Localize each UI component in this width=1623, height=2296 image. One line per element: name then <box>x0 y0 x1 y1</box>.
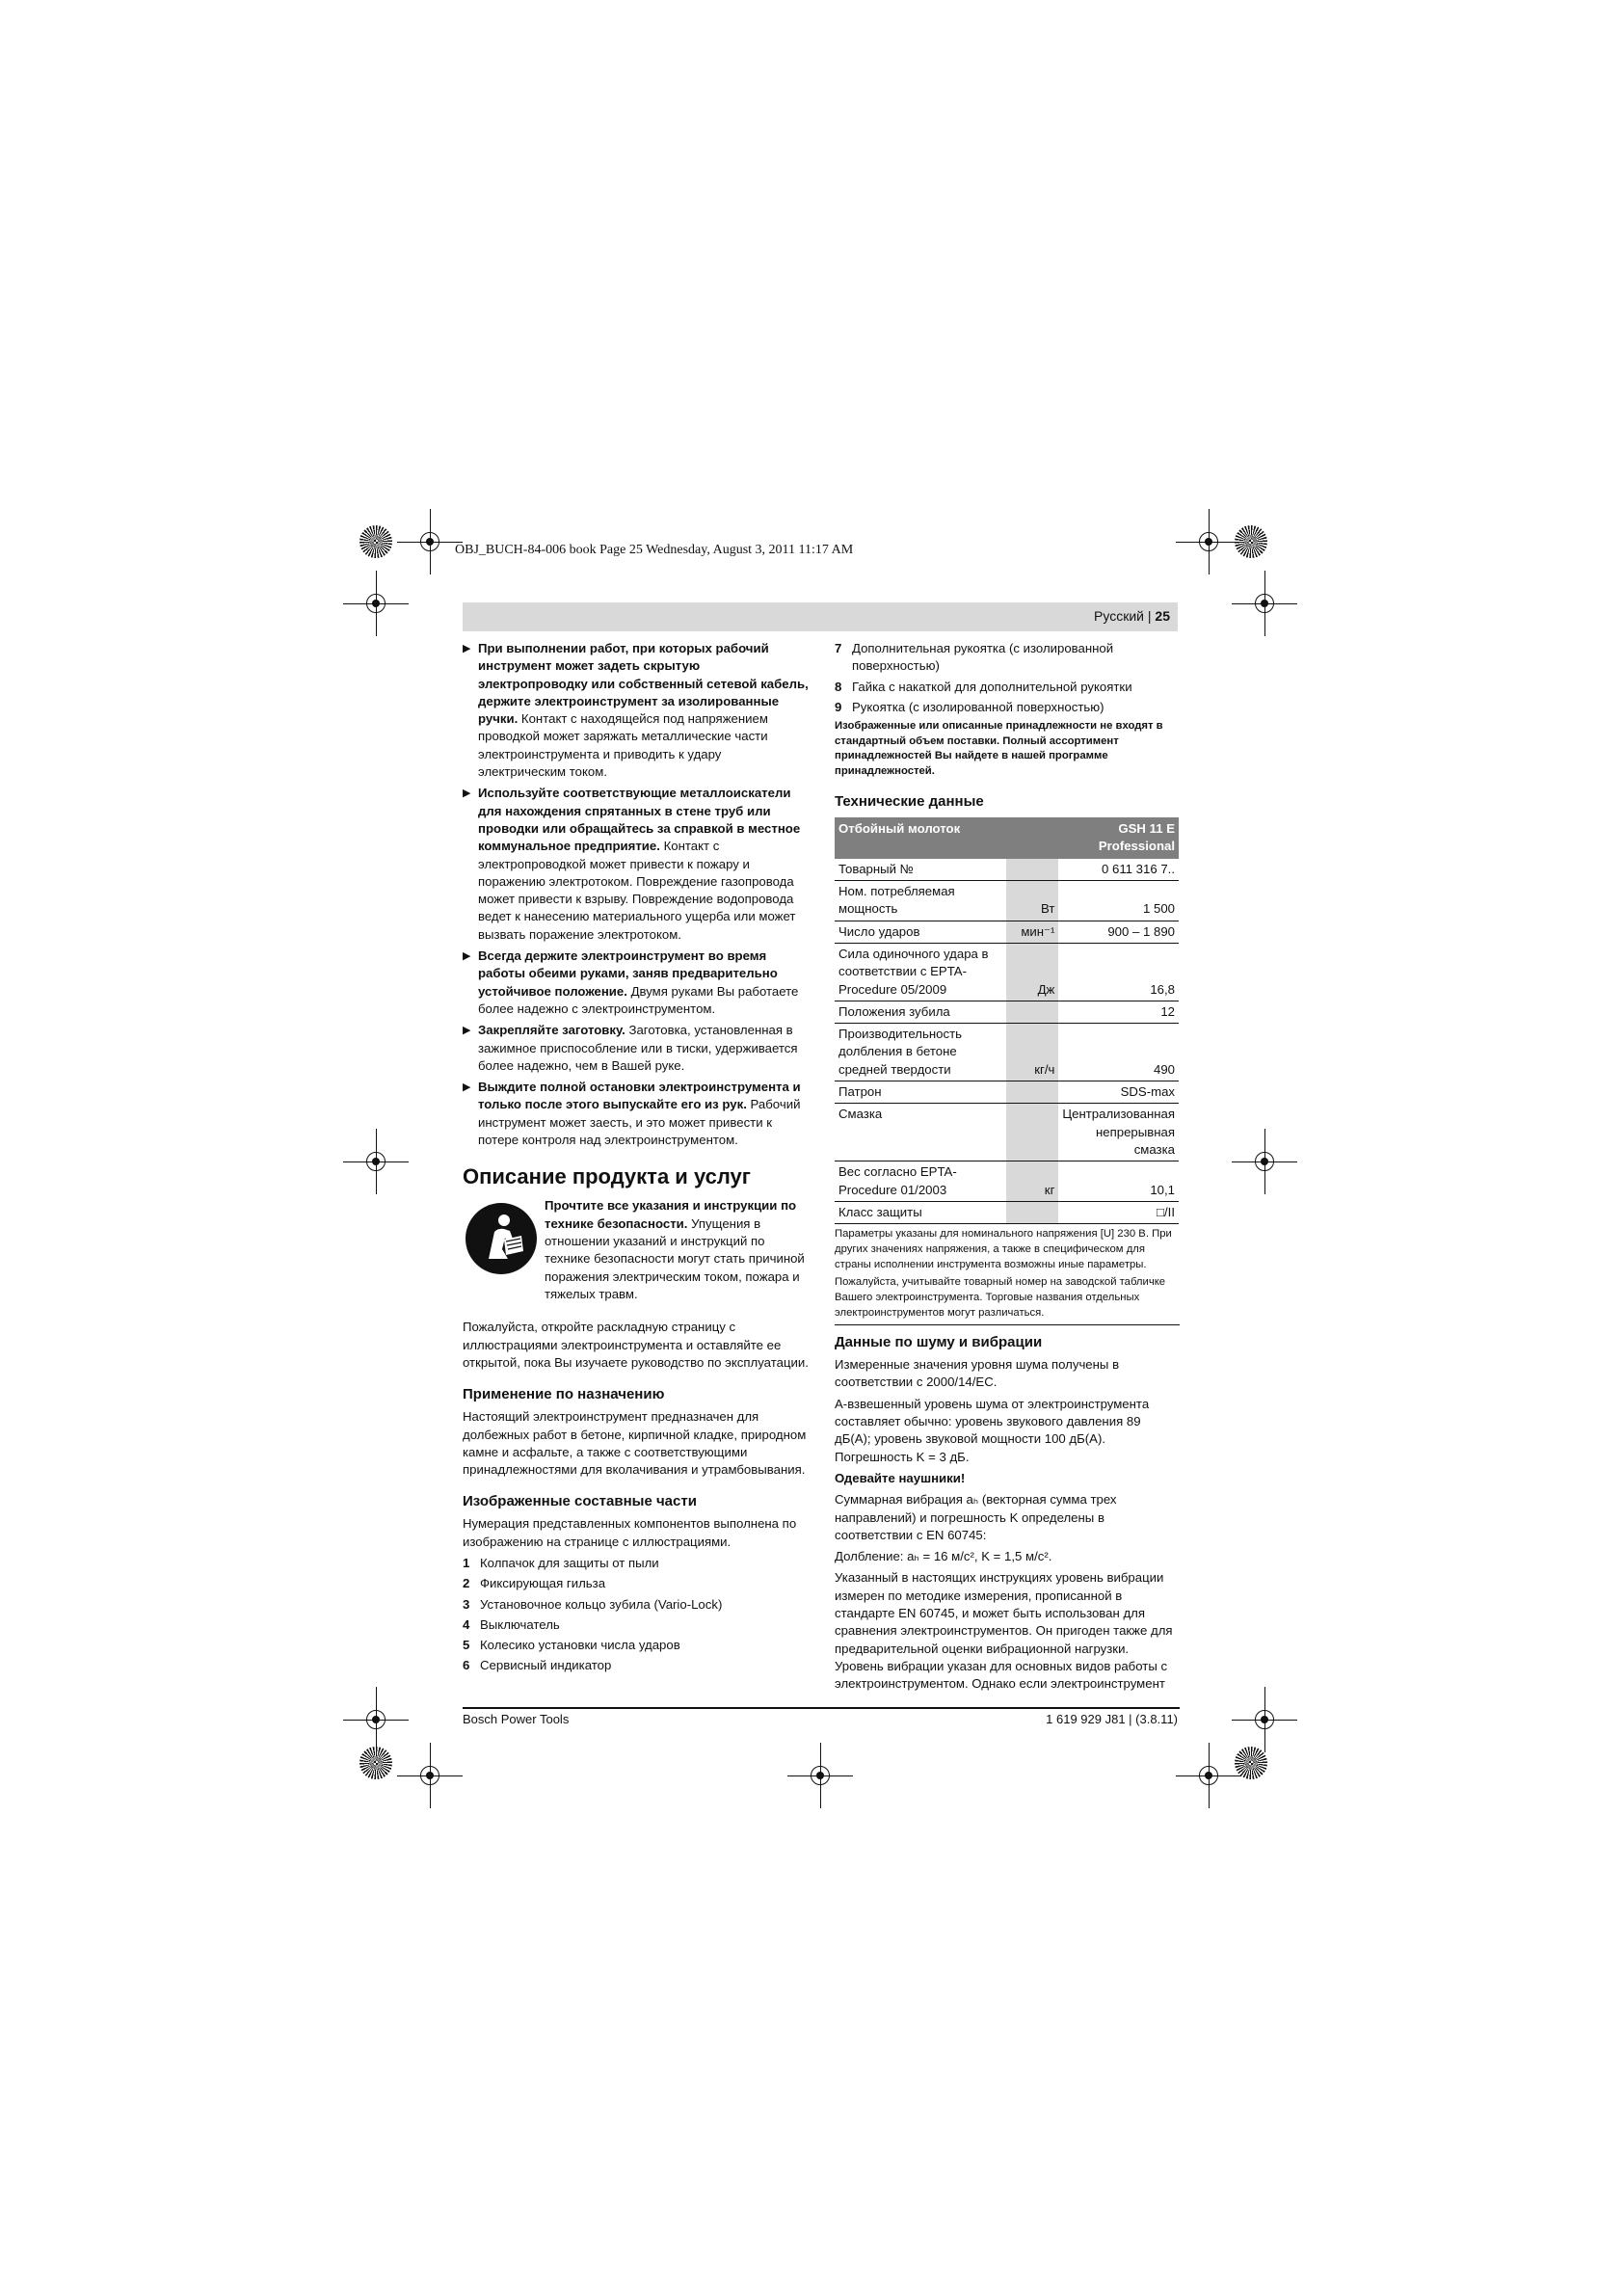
registration-mark-icon <box>1235 1747 1267 1779</box>
table-row <box>835 921 1179 943</box>
page-header: Русский | 25 <box>1094 608 1170 624</box>
row-label: Товарный № <box>835 859 1006 881</box>
row-unit <box>1006 1201 1058 1223</box>
item-number: 7 <box>835 641 842 655</box>
list-item <box>463 1616 810 1634</box>
row-unit: Вт <box>1006 881 1058 921</box>
bullet-text: Рабочий инструмент может заесть, и это может привести к потере контроля над электроинструментом. <box>478 1097 801 1148</box>
left-column <box>463 640 810 1678</box>
item-text: Фиксирующая гильза <box>480 1576 606 1591</box>
item-number: 9 <box>835 699 842 714</box>
table-row <box>835 1081 1179 1104</box>
footer-left: Bosch Power Tools <box>463 1712 570 1726</box>
item-number: 2 <box>463 1576 470 1591</box>
item-number: 4 <box>463 1616 470 1632</box>
row-value: 10,1 <box>1058 1161 1179 1202</box>
arrow-bullet-icon: ▶ <box>463 643 471 654</box>
table-row <box>835 859 1179 881</box>
item-text: Установочное кольцо зубила (Vario-Lock) <box>480 1596 723 1612</box>
item-number: 1 <box>463 1555 470 1570</box>
item-number: 8 <box>835 679 842 694</box>
row-value: SDS-max <box>1058 1081 1179 1104</box>
item-text: Сервисный индикатор <box>480 1658 612 1673</box>
table-row <box>835 881 1179 921</box>
arrow-bullet-icon: ▶ <box>463 788 471 800</box>
parts-title: Изображенные составные части <box>463 1493 697 1510</box>
list-item <box>463 1657 810 1674</box>
item-text: Колесико установки числа ударов <box>480 1638 680 1653</box>
warning-bold: Прочтите все указания и инструкции по технике безопасности. <box>545 1198 797 1231</box>
bullet-text: Заготовка, установленная в зажимное приспособление или в тиски, удерживается более надежно, чем в Вашей руке. <box>478 1023 798 1073</box>
row-value: Централизованная непрерывная смазка <box>1058 1104 1179 1161</box>
list-item <box>463 1575 810 1592</box>
fold-out-text: Пожалуйста, откройте раскладную страницу с иллюстрациями электроинструмента и оставляйте ее открытой, пока Вы изучаете руководство по эксплуатации. <box>463 1320 809 1370</box>
list-item <box>835 640 1180 676</box>
ear-protection: Одевайте наушники! <box>835 1470 966 1485</box>
row-label: Производительность долбления в бетоне средней твердости <box>835 1024 1006 1081</box>
table-header-left: Отбойный молоток <box>835 817 1058 859</box>
row-label: Положения зубила <box>835 1001 1006 1023</box>
row-unit <box>1006 1104 1058 1161</box>
safety-bullet <box>463 640 810 781</box>
spec-table <box>835 817 1179 1224</box>
item-text: Выключатель <box>480 1616 560 1632</box>
purpose-title: Применение по назначению <box>463 1386 665 1403</box>
list-item <box>463 1596 810 1614</box>
row-unit: Дж <box>1006 943 1058 1001</box>
page-header-bar <box>463 602 1178 631</box>
warning-box <box>463 1197 810 1313</box>
table-row <box>835 1001 1179 1023</box>
table-row <box>835 1201 1179 1223</box>
model-name: GSH 11 E <box>1118 821 1175 837</box>
item-text: Рукоятка (с изолированной поверхностью) <box>852 699 1104 714</box>
row-label: Вес согласно EPTA-Procedure 01/2003 <box>835 1161 1006 1202</box>
arrow-bullet-icon: ▶ <box>463 1081 471 1094</box>
page-number: 25 <box>1155 608 1170 624</box>
header-language: Русский <box>1094 608 1144 624</box>
bullet-bold: Выждите полной остановки электроинструмента и только после этого выпускайте его из рук. <box>478 1080 801 1112</box>
row-label: Сила одиночного удара в соответствии с EPTA-Procedure 05/2009 <box>835 943 1006 1001</box>
footer-right: 1 619 929 J81 | (3.8.11) <box>1046 1712 1178 1726</box>
model-line: Professional <box>1098 839 1175 854</box>
item-text: Дополнительная рукоятка (с изолированной поверхностью) <box>852 641 1114 674</box>
file-header: OBJ_BUCH-84-006 book Page 25 Wednesday, August 3, 2011 11:17 AM <box>455 543 854 557</box>
bullet-text: Контакт с находящейся под напряжением проводкой может заряжать металлические части электроинструмента и приводить к удару электрическим током. <box>478 711 768 780</box>
row-value: 16,8 <box>1058 943 1179 1001</box>
item-text: Колпачок для защиты от пыли <box>480 1555 659 1570</box>
row-unit: кг/ч <box>1006 1024 1058 1081</box>
divider <box>835 1324 1180 1325</box>
arrow-bullet-icon: ▶ <box>463 1025 471 1037</box>
table-row <box>835 943 1179 1001</box>
row-value: □/II <box>1058 1201 1179 1223</box>
row-value: 900 – 1 890 <box>1058 921 1179 943</box>
vibration-text: Указанный в настоящих инструкциях уровень вибрации измерен по методике измерения, прописанной в стандарте EN 60745, и может быть использован для сравнения электроинструментов. Он пригоден также для предварительной оценки вибрационной нагрузки. Уровень вибрации указан для основных видов работы с электроинструментом. Однако если электроинструмент <box>835 1570 1173 1692</box>
row-value: 0 611 316 7.. <box>1058 859 1179 881</box>
table-header-row <box>835 817 1179 859</box>
row-unit <box>1006 859 1058 881</box>
bullet-text: Контакт с электропроводкой может привести к пожару и поражению электротоком. Повреждение газопровода может привести к взрыву. Повреждение водопровода ведет к нанесению материального ущерба или может вызвать поражение электротоком. <box>478 839 796 942</box>
item-number: 3 <box>463 1596 470 1612</box>
row-value: 490 <box>1058 1024 1179 1081</box>
item-text: Гайка с накаткой для дополнительной рукоятки <box>852 679 1132 694</box>
row-unit: мин⁻¹ <box>1006 921 1058 943</box>
noise-text: A-взвешенный уровень шума от электроинструмента составляет обычно: уровень звукового давления 89 дБ(A); уровень звуковой мощности 100 дБ(A). Погрешность K = 3 дБ. <box>835 1396 1150 1464</box>
bullet-bold: Всегда держите электроинструмент во время работы обеими руками, заняв предварительно устойчивое положение. <box>478 948 778 999</box>
safety-bullet <box>463 948 810 1018</box>
row-label: Число ударов <box>835 921 1006 943</box>
warning-text: Упущения в отношении указаний и инструкций по технике безопасности могут стать причиной поражения электрическим током, пожара и тяжелых травм. <box>545 1215 805 1301</box>
registration-mark-icon <box>359 525 392 558</box>
row-label: Смазка <box>835 1104 1006 1161</box>
row-value: 12 <box>1058 1001 1179 1023</box>
bullet-bold: Закрепляйте заготовку. <box>478 1023 625 1038</box>
table-row <box>835 1024 1179 1081</box>
item-number: 6 <box>463 1658 470 1673</box>
parts-list <box>463 1555 810 1675</box>
parts-intro: Нумерация представленных компонентов выполнена по изображению на странице с иллюстрациями. <box>463 1516 797 1549</box>
parts-list-continued <box>835 640 1180 716</box>
list-item <box>835 679 1180 696</box>
safety-bullet <box>463 1022 810 1075</box>
noise-text: Измеренные значения уровня шума получены в соответствии с 2000/14/EC. <box>835 1357 1120 1390</box>
row-label: Ном. потребляемая мощность <box>835 881 1006 921</box>
right-column <box>835 640 1180 1696</box>
list-item <box>463 1637 810 1654</box>
noise-title: Данные по шуму и вибрации <box>835 1334 1043 1351</box>
table-header-right <box>1058 817 1179 859</box>
purpose-text: Настоящий электроинструмент предназначен для долбежных работ в бетоне, кирпичной кладке, природном камне и асфальте, а также с соответствующими принадлежностями для вколачивания и утрамбовывания. <box>463 1409 807 1478</box>
safety-bullet <box>463 1079 810 1149</box>
footer-rule <box>463 1707 1180 1709</box>
row-unit <box>1006 1081 1058 1104</box>
row-unit <box>1006 1001 1058 1023</box>
arrow-bullet-icon: ▶ <box>463 950 471 963</box>
vibration-text: Суммарная вибрация aₕ (векторная сумма трех направлений) и погрешность K определены в соответствии с EN 60745: <box>835 1492 1117 1542</box>
row-unit: кг <box>1006 1161 1058 1202</box>
read-manual-icon <box>466 1203 537 1274</box>
row-value: 1 500 <box>1058 881 1179 921</box>
safety-bullet <box>463 785 810 944</box>
section-title: Описание продукта и услуг <box>463 1164 751 1189</box>
bullet-bold: Используйте соответствующие металлоискатели для нахождения спрятанных в стене труб или проводки или обращайтесь за справкой в местное коммунальное предприятие. <box>478 786 801 854</box>
table-note: Параметры указаны для номинального напряжения [U] 230 В. При других значениях напряжения, а также в специфическом для страны исполнении инструмента возможны иные параметры. <box>835 1228 1172 1271</box>
bullet-text: Двумя руками Вы работаете более надежно с электроинструментом. <box>478 983 799 1016</box>
item-number: 5 <box>463 1638 470 1653</box>
row-label: Класс защиты <box>835 1201 1006 1223</box>
table-row <box>835 1104 1179 1161</box>
list-item <box>835 699 1180 716</box>
row-label: Патрон <box>835 1081 1006 1104</box>
table-row <box>835 1161 1179 1202</box>
tech-data-title: Технические данные <box>835 793 984 811</box>
bullet-bold: При выполнении работ, при которых рабочий инструмент может задеть скрытую электропроводку или собственный сетевой кабель, держите электроинструмент за изолированные ручки. <box>478 641 809 727</box>
vibration-value: Долбление: aₕ = 16 м/с², K = 1,5 м/с². <box>835 1549 1052 1564</box>
table-note: Пожалуйста, учитывайте товарный номер на заводской табличке Вашего электроинструмента. Торговые названия отдельных электроинструментов могут различаться. <box>835 1276 1166 1320</box>
accessories-note: Изображенные или описанные принадлежности не входят в стандартный объем поставки. Полный ассортимент принадлежностей Вы найдете в нашей программе принадлежностей. <box>835 720 1163 777</box>
list-item <box>463 1555 810 1572</box>
